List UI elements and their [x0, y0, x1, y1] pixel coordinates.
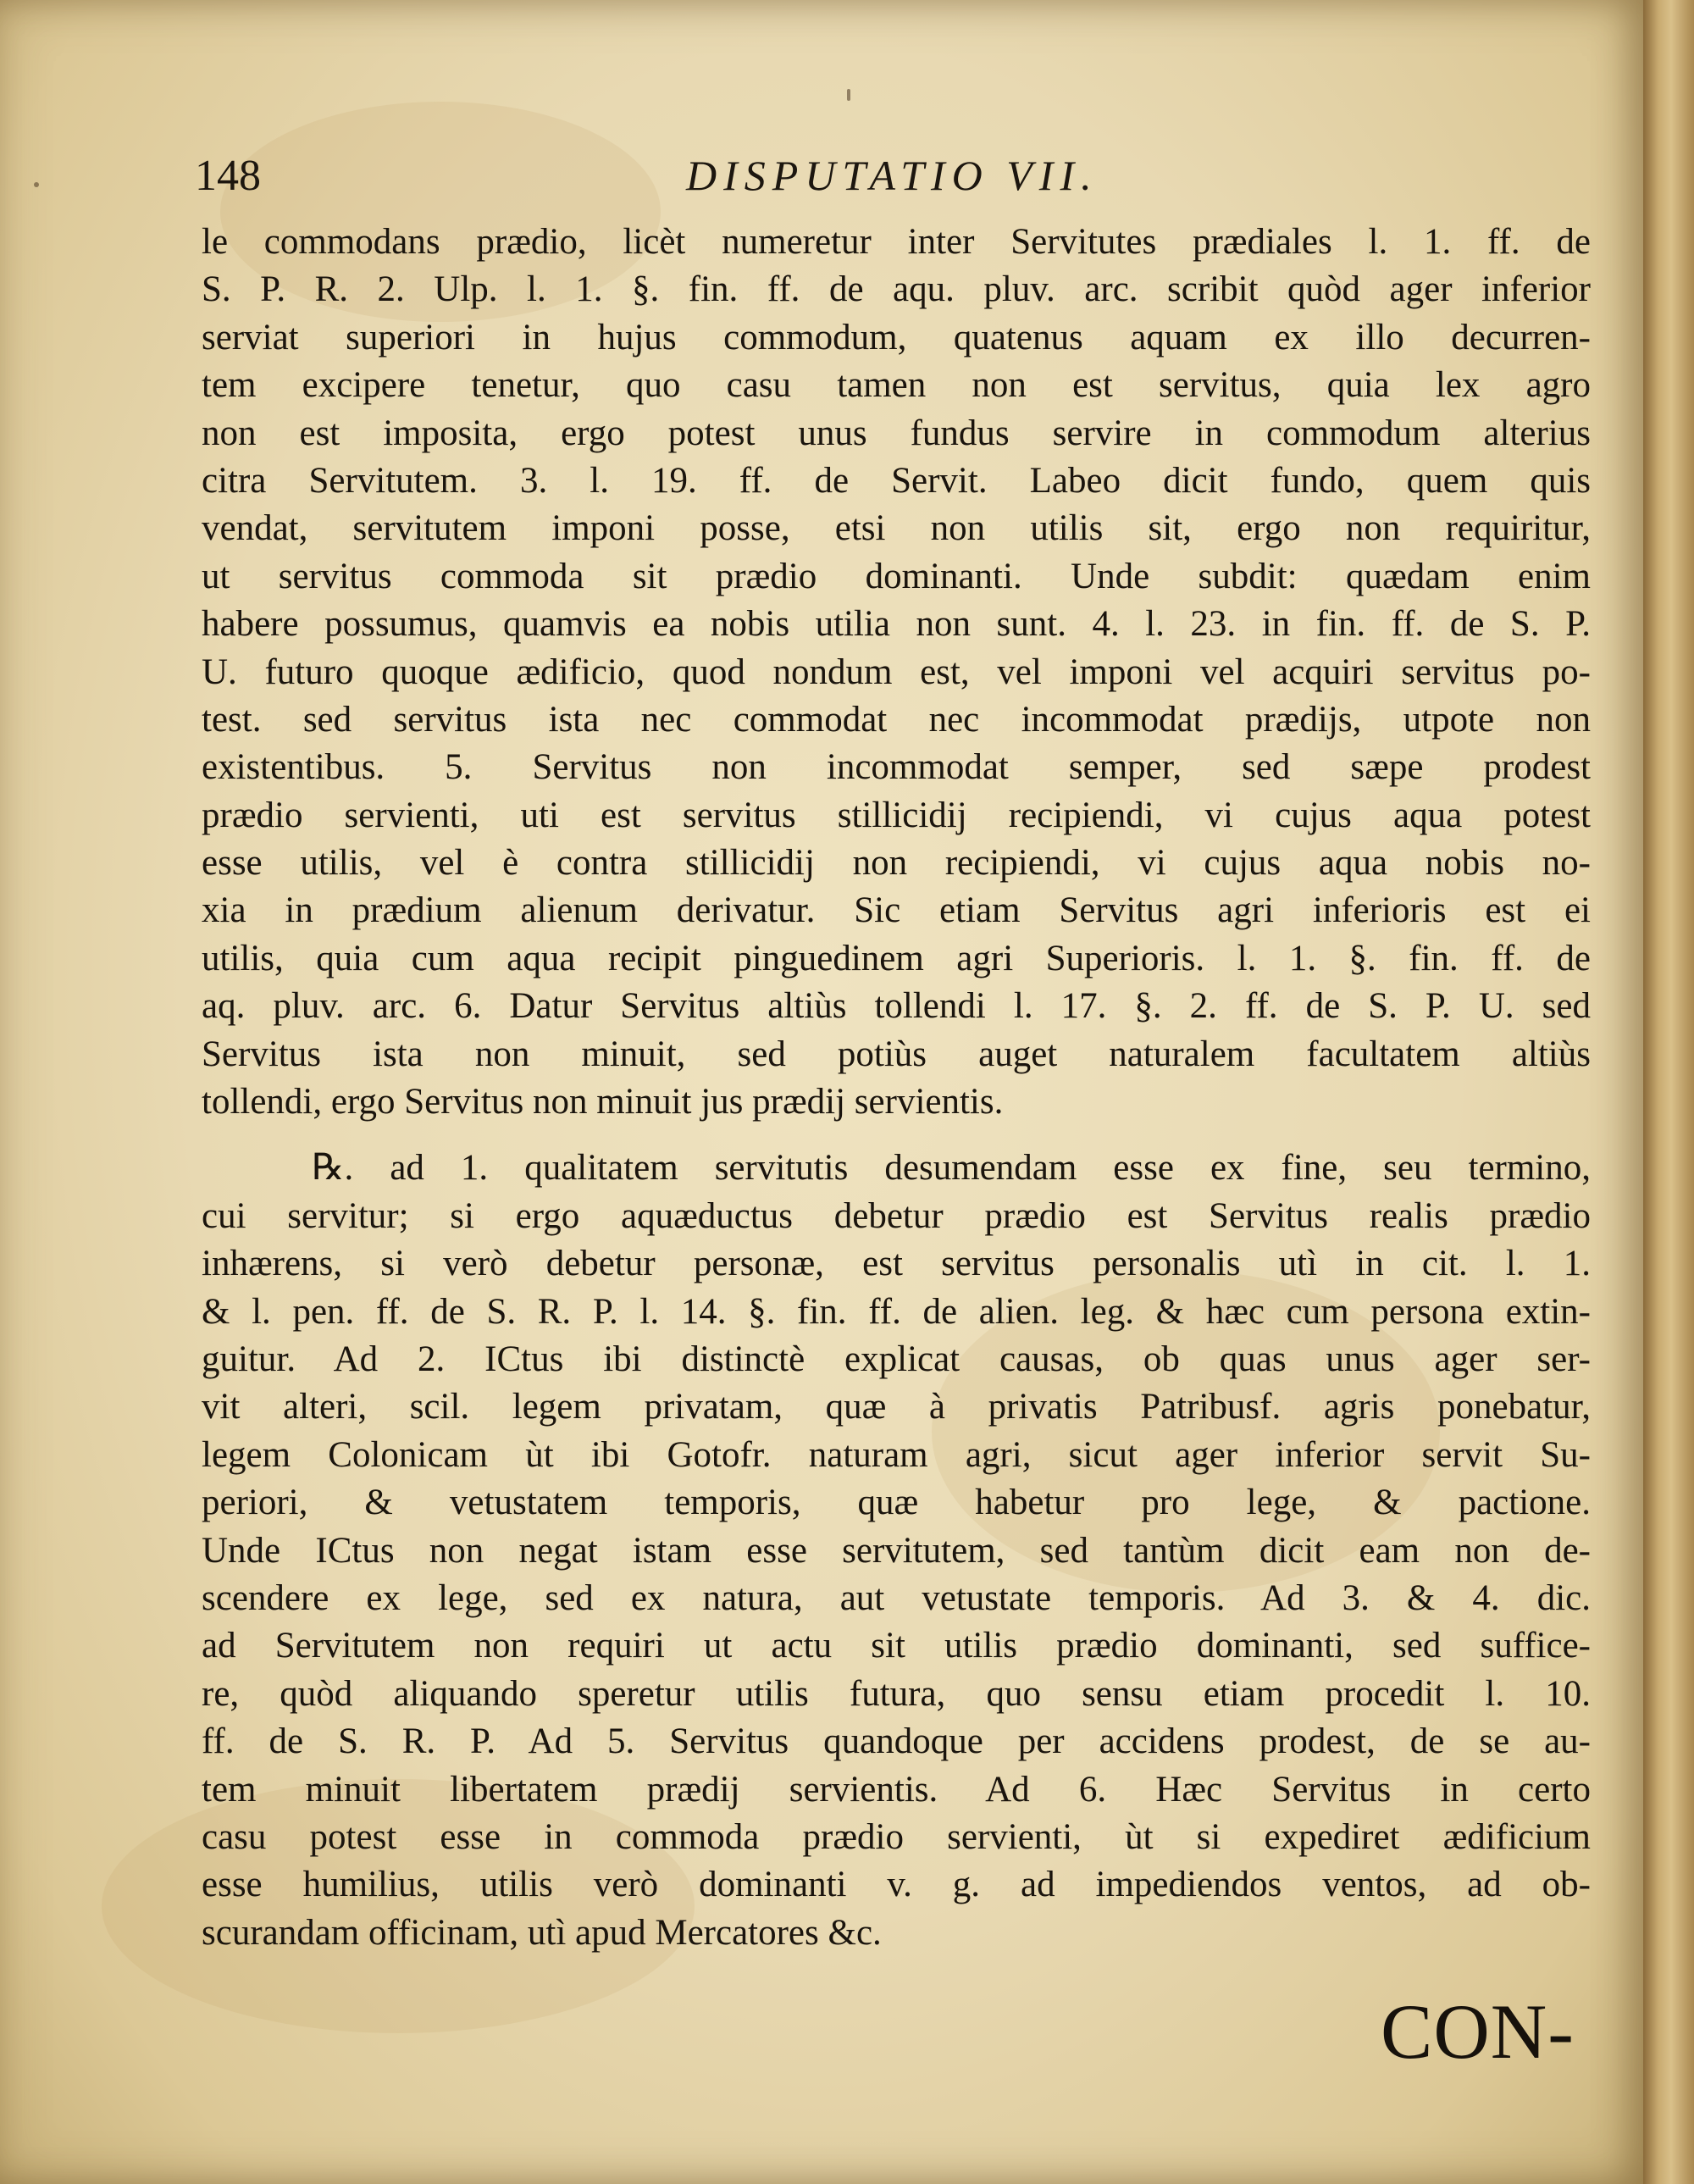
text-line: inhærens, si verò debetur personæ, est servitus personalis utì in cit. l. 1.: [202, 1244, 1591, 1284]
text-line: casu potest esse in commoda prædio servienti, ùt si expediret ædificium: [202, 1816, 1591, 1857]
running-head: [195, 151, 1592, 210]
text-line: guitur. Ad 2. ICtus ibi distinctè explicat causas, ob quas unus ager ser-: [202, 1339, 1591, 1379]
text-line: xia in prædium alienum derivatur. Sic etiam Servitus agri inferioris est ei: [202, 890, 1591, 931]
paragraph-responses: [202, 1145, 1591, 1957]
text-line: tem excipere tenetur, quo casu tamen non est servitus, quia lex agro: [202, 365, 1591, 406]
text-line: & l. pen. ff. de S. R. P. l. 14. §. fin. ff. de alien. leg. & hæc cum persona extin-: [202, 1291, 1591, 1332]
text-line: U. futuro quoque ædificio, quod nondum est, vel imponi vel acquiri servitus po-: [202, 651, 1591, 692]
paragraph-gap: [202, 1126, 1591, 1145]
text-line: Servitus ista non minuit, sed potiùs auget naturalem facultatem altiùs: [202, 1034, 1591, 1074]
text-line: scurandam officinam, utì apud Mercatores &c.: [202, 1912, 882, 1953]
text-line: tollendi, ergo Servitus non minuit jus prædij servientis.: [202, 1082, 1004, 1122]
text-line: tem minuit libertatem prædij servientis. Ad 6. Hæc Servitus in certo: [202, 1769, 1591, 1810]
text-line: existentibus. 5. Servitus non incommodat semper, sed sæpe prodest: [202, 747, 1591, 788]
text-line: S. P. R. 2. Ulp. l. 1. §. fin. ff. de aqu. pluv. arc. scribit quòd ager inferior: [202, 269, 1591, 310]
text-line: periori, & vetustatem temporis, quæ habetur pro lege, & pactione.: [202, 1483, 1591, 1523]
page-edge: [1643, 0, 1694, 2184]
text-line: ℞. ad 1. qualitatem servitutis desumendam esse ex fine, seu termino,: [312, 1148, 1591, 1189]
paragraph-objections: [202, 219, 1591, 1126]
paper-speck: [34, 182, 39, 187]
text-line: utilis, quia cum aqua recipit pinguedinem agri Superioris. l. 1. §. fin. ff. de: [202, 938, 1591, 978]
text-line: habere possumus, quamvis ea nobis utilia non sunt. 4. l. 23. in fin. ff. de S. P.: [202, 604, 1591, 645]
text-line: Unde ICtus non negat istam esse servitutem, sed tantùm dicit eam non de-: [202, 1530, 1591, 1571]
text-line: prædio servienti, uti est servitus stillicidij recipiendi, vi cujus aqua potest: [202, 795, 1591, 835]
text-line: serviat superiori in hujus commodum, quatenus aquam ex illo decurren-: [202, 317, 1591, 358]
text-line: aq. pluv. arc. 6. Datur Servitus altiùs tollendi l. 17. §. 2. ff. de S. P. U. sed: [202, 986, 1591, 1027]
text-line: esse humilius, utilis verò dominanti v. g. ad impediendos ventos, ad ob-: [202, 1865, 1591, 1905]
text-line: ff. de S. R. P. Ad 5. Servitus quandoque per accidens prodest, de se au-: [202, 1721, 1591, 1762]
text-line: vit alteri, scil. legem privatam, quæ à privatis Patribusf. agris ponebatur,: [202, 1387, 1591, 1427]
page-number: 148: [195, 152, 261, 200]
text-line: le commodans prædio, licèt numeretur inter Servitutes prædiales l. 1. ff. de: [202, 222, 1591, 262]
paper-speck: [847, 89, 850, 101]
body-text: [202, 219, 1591, 1957]
text-line: vendat, servitutem imponi posse, etsi non utilis sit, ergo non requiritur,: [202, 508, 1591, 549]
text-line: scendere ex lege, sed ex natura, aut vetustate temporis. Ad 3. & 4. dic.: [202, 1577, 1591, 1618]
text-line: legem Colonicam ùt ibi Gotofr. naturam agri, sicut ager inferior servit Su-: [202, 1434, 1591, 1475]
text-line: cui servitur; si ergo aquæductus debetur prædio est Servitus realis prædio: [202, 1195, 1591, 1236]
running-head-title: DISPUTATIO VII.: [686, 152, 1099, 199]
text-line: esse utilis, vel è contra stillicidij non recipiendi, vi cujus aqua nobis no-: [202, 843, 1591, 884]
text-line: re, quòd aliquando speretur utilis futura, quo sensu etiam procedit l. 10.: [202, 1673, 1591, 1714]
text-line: citra Servitutem. 3. l. 19. ff. de Servit. Labeo dicit fundo, quem quis: [202, 460, 1591, 501]
text-line: ad Servitutem non requiri ut actu sit utilis prædio dominanti, sed suffice-: [202, 1626, 1591, 1666]
text-line: ut servitus commoda sit prædio dominanti. Unde subdit: quædam enim: [202, 556, 1591, 596]
text-line: test. sed servitus ista nec commodat nec incommodat prædijs, utpote non: [202, 699, 1591, 740]
catchword: CON-: [1381, 1988, 1575, 2075]
text-line: non est imposita, ergo potest unus fundus servire in commodum alterius: [202, 413, 1591, 453]
